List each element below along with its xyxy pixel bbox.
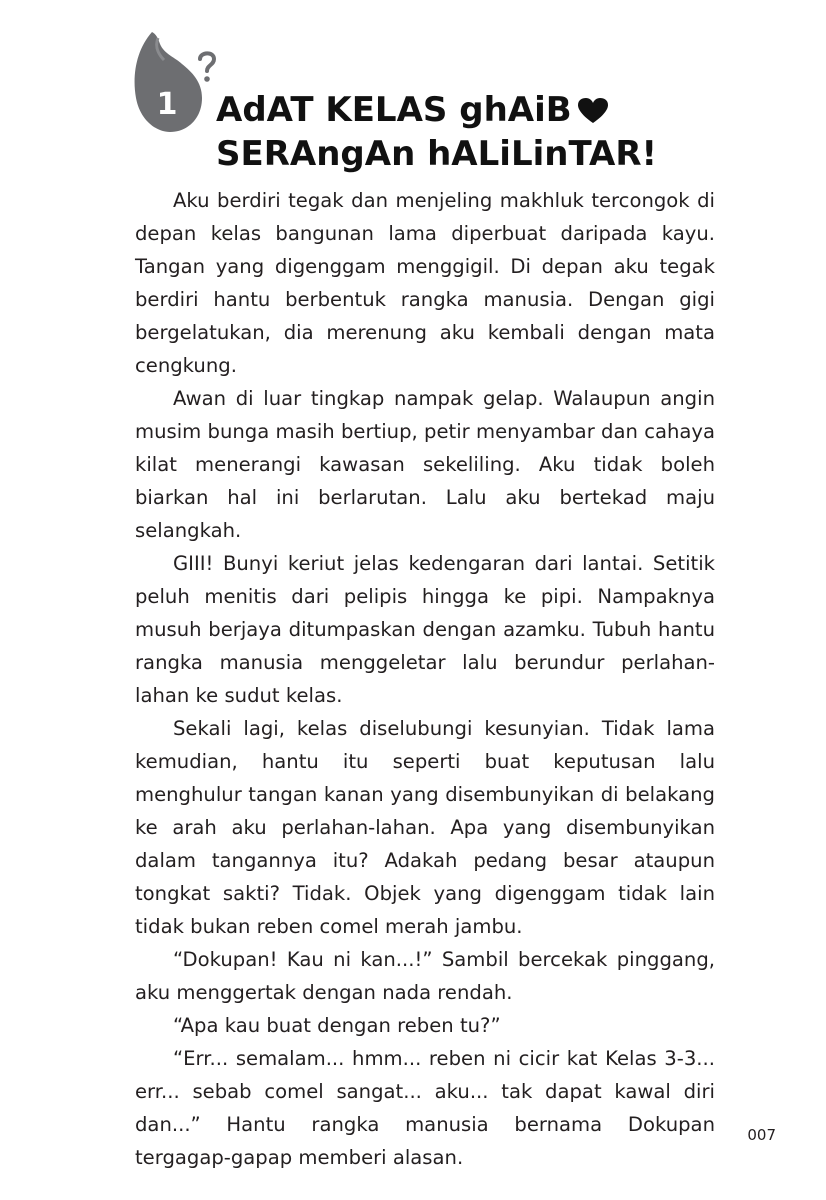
chapter-title-line1: AdAT KELAS ghAiB [216, 90, 572, 130]
chapter-number: 1 [156, 87, 178, 122]
paragraph: Sekali lagi, kelas diselubungi kesunyian. Tidak lama kemudian, hantu itu seperti buat keputusan lalu menghulur tangan kanan yang disembunyikan di belakang ke arah aku perlahan-lahan. Apa yang disembunyikan dalam tangannya itu? Adakah pedang besar ataupun tongkat sakti? Tidak. Objek yang digenggam tidak lain tidak bukan reben comel merah jambu. [135, 717, 715, 938]
story-body [135, 184, 715, 1174]
chapter-header [130, 28, 690, 178]
chapter-title [216, 88, 657, 176]
paragraph: Awan di luar tingkap nampak gelap. Walaupun angin musim bunga masih bertiup, petir menyambar dan cahaya kilat menerangi kawasan sekeliling. Aku tidak boleh biarkan hal ini berlarutan. Lalu aku bertekad maju selangkah. [135, 387, 715, 542]
page-number: 007 [747, 1126, 776, 1144]
paragraph: “Err... semalam... hmm... reben ni cicir kat Kelas 3-3... err... sebab comel sangat... aku... tak dapat kawal diri dan...” Hantu rangka manusia bernama Dokupan tergagap-gapap memberi alasan. [135, 1047, 715, 1169]
heart-icon [578, 98, 608, 124]
question-mark-icon [196, 50, 218, 84]
paragraph: “Dokupan! Kau ni kan...!” Sambil bercekak pinggang, aku menggertak dengan nada rendah. [135, 948, 715, 1004]
paragraph: GIII! Bunyi keriut jelas kedengaran dari lantai. Setitik peluh menitis dari pelipis hingga ke pipi. Nampaknya musuh berjaya ditumpaskan dengan azamku. Tubuh hantu rangka manusia menggeletar lalu berundur perlahan-lahan ke sudut kelas. [135, 552, 715, 707]
paragraph: Aku berdiri tegak dan menjeling makhluk tercongok di depan kelas bangunan lama diperbuat daripada kayu. Tangan yang digenggam menggigil. Di depan aku tegak berdiri hantu berbentuk rangka manusia. Dengan gigi bergelatukan, dia merenung aku kembali dengan mata cengkung. [135, 189, 715, 377]
paragraph: “Apa kau buat dengan reben tu?” [173, 1014, 501, 1037]
chapter-title-line2: SERAngAn hALiLinTAR! [216, 134, 658, 174]
